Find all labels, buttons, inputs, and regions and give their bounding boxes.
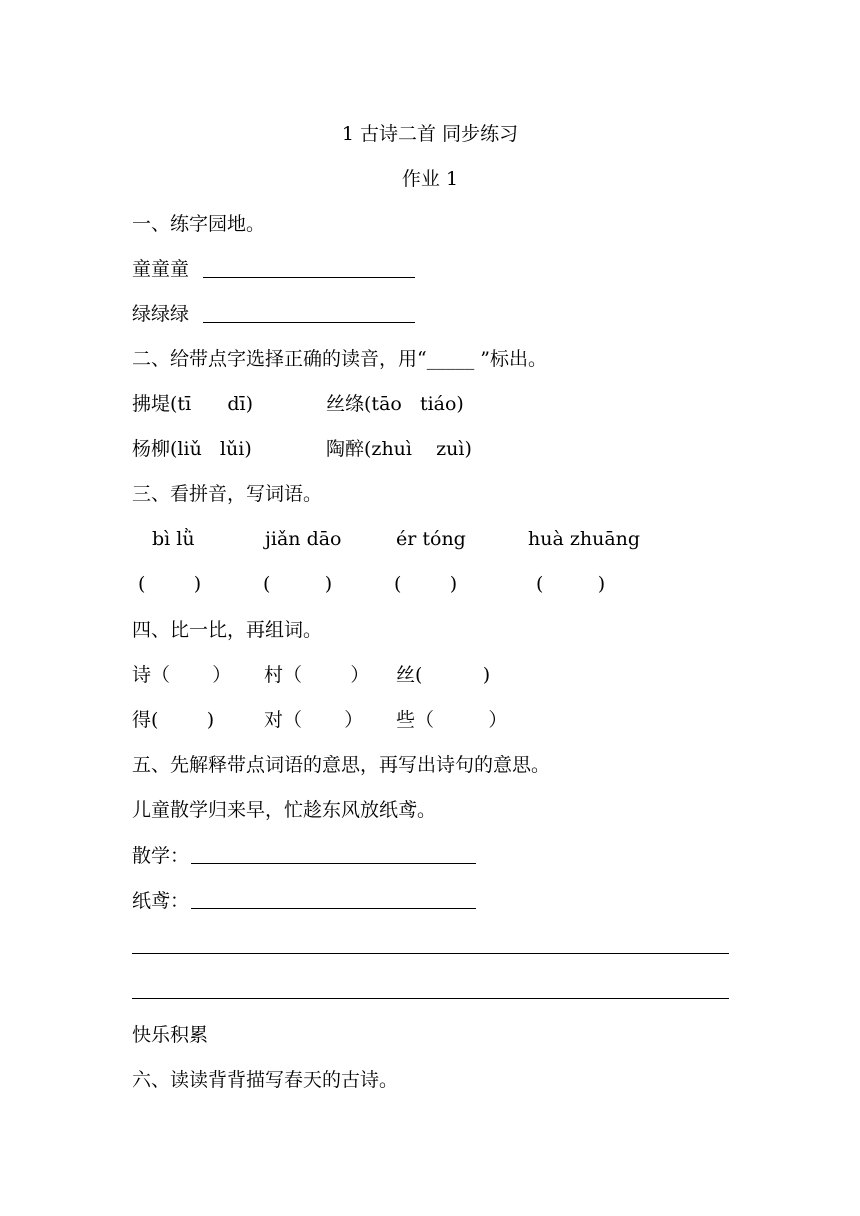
pinyin-options[interactable]: (tī dī)	[170, 393, 254, 415]
word: 拂堤	[132, 393, 171, 415]
compare-item[interactable]: 诗（ ）	[132, 664, 232, 686]
section5-heading: 五、先解释带点词语的意思，再写出诗句的意思。	[132, 754, 551, 776]
pinyin-prompt: ér tóng	[396, 528, 466, 550]
pinyin-prompt: bì lǜ	[152, 528, 195, 550]
section3-heading: 三、看拼音，写词语。	[132, 483, 323, 505]
page-subtitle: 作业 1	[401, 168, 459, 190]
section6-heading: 六、读读背背描写春天的古诗。	[132, 1069, 399, 1091]
compare-item[interactable]: 些（ ）	[396, 709, 508, 731]
answer-line[interactable]	[191, 863, 476, 864]
answer-bracket[interactable]: ( )	[536, 573, 606, 595]
pinyin-prompt: huà zhuāng	[528, 528, 641, 550]
word-item	[132, 438, 252, 460]
writing-line[interactable]	[203, 277, 415, 278]
compare-item[interactable]: 村（ ）	[264, 664, 370, 686]
poem-line: 儿童散学归来早，忙趁东风放纸鸢。	[132, 799, 437, 821]
practice-row-label: 童童童	[132, 258, 190, 280]
answer-line[interactable]	[191, 908, 476, 909]
pinyin-options[interactable]: (tāo tiáo)	[364, 393, 464, 415]
writing-line[interactable]	[203, 322, 415, 323]
pinyin-options[interactable]: (liǔ lǔi)	[170, 438, 252, 460]
section1-heading: 一、练字园地。	[132, 213, 266, 235]
term-label: 散学：	[132, 845, 190, 867]
word-item	[326, 438, 472, 460]
page-title: 1 古诗二首 同步练习	[341, 123, 519, 145]
answer-bracket[interactable]: ( )	[394, 573, 458, 595]
compare-item[interactable]: 得( )	[132, 709, 215, 731]
word: 陶醉	[326, 438, 365, 460]
pinyin-prompt: jiǎn dāo	[265, 528, 342, 550]
word: 丝绦	[326, 393, 365, 415]
section-label: 快乐积累	[132, 1024, 209, 1046]
section4-heading: 四、比一比，再组词。	[132, 619, 323, 641]
pinyin-options[interactable]: (zhuì zuì)	[364, 438, 472, 460]
section2-heading: 二、给带点字选择正确的读音，用“_____ ”标出。	[132, 348, 547, 370]
answer-bracket[interactable]: ( )	[138, 573, 202, 595]
term-label: 纸鸢：	[132, 890, 190, 912]
practice-row-label: 绿绿绿	[132, 303, 190, 325]
compare-item[interactable]: 丝( )	[396, 664, 491, 686]
word-item	[326, 393, 464, 415]
word: 杨柳	[132, 438, 171, 460]
answer-bracket[interactable]: ( )	[263, 573, 333, 595]
answer-line[interactable]	[132, 953, 729, 954]
compare-item[interactable]: 对（ ）	[264, 709, 364, 731]
answer-line[interactable]	[132, 998, 729, 999]
word-item	[132, 393, 253, 415]
